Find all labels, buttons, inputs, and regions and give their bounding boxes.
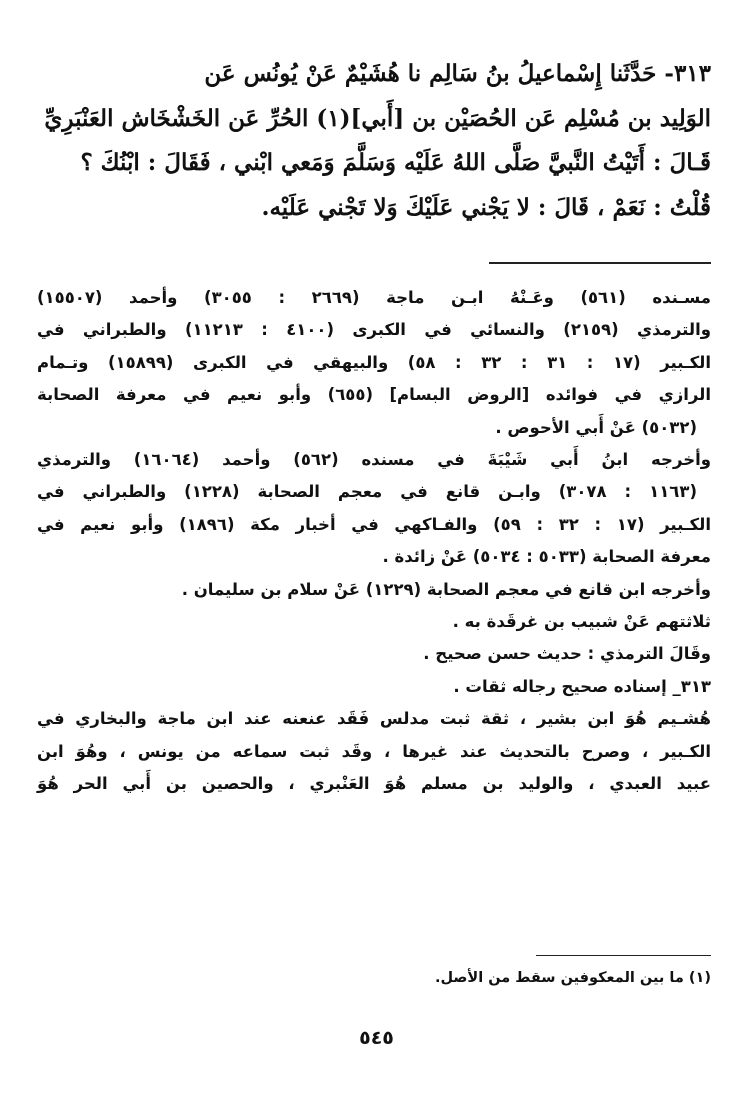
commentary-line: وأخرجه ابن قانع في معجم الصحابة (١٢٢٩) عَنْ سلام بن سليمان . xyxy=(181,579,711,599)
commentary-line: هُشـيم هُوَ ابن بشير ، ثقة ثبت مدلس فَقَد عنعنه عند ابن ماجة والبخاري في xyxy=(37,709,711,729)
takhrij-commentary xyxy=(37,282,711,801)
section-divider xyxy=(489,262,711,264)
commentary-line: ثلاثتهم عَنْ شبيب بن غرقَدة به . xyxy=(452,612,711,632)
commentary-line: وأخرجه ابنُ أَبي شَيْبَةَ في مسنده (٥٦٢) وأحمد (١٦٠٦٤) والترمذي xyxy=(37,450,712,470)
commentary-line: عبيد العبدي ، والوليد بن مسلم هُوَ العَنْبري ، والحصين بن أَبي الحر هُوَ xyxy=(37,774,711,794)
hadith-text xyxy=(39,52,711,230)
hadith-line: ٣١٣- حَدَّثَنا إِسْماعيلُ بنُ سَالِم نا هُشَيْمٌ عَنْ يُونُس عَن xyxy=(204,60,711,87)
commentary-line: معرفة الصحابة (٥٠٣٣ : ٥٠٣٤) عَنْ زائدة . xyxy=(382,547,711,567)
hadith-line: قَـالَ : أَتَيْتُ النَّبيَّ صَلَّى اللهُ عَلَيْه وَسَلَّمَ وَمَعي ابْني ، فَقَالَ : ابْنُكَ ؟ xyxy=(80,149,711,176)
commentary-line: وقَالَ الترمذي : حديث حسن صحيح . xyxy=(423,644,711,664)
commentary-line: الكـبير ، وصرح بالتحديث عند غيرها ، وقَد ثبت سماعه من يونس ، وهُوَ ابن xyxy=(37,741,711,761)
commentary-line: ٣١٣_ إسناده صحيح رجاله ثقات . xyxy=(453,676,711,696)
commentary-line: والترمذي (٢١٥٩) والنسائي في الكبرى (٤١٠٠ : ١١٢١٣) والطبراني في xyxy=(37,320,711,340)
commentary-line: (٥٠٣٢) عَنْ أَبي الأحوص . xyxy=(495,417,697,437)
page-number: ٥٤٥ xyxy=(359,1027,394,1049)
commentary-line: الكـبير (١٧ : ٣١ : ٣٢ : ٥٨) والبيهقي في الكبرى (١٥٨٩٩) وتـمام xyxy=(37,352,712,372)
footnote: (١) ما بين المعكوفين سقط من الأصل. xyxy=(434,970,711,986)
hadith-line: قُلْتُ : نَعَمْ ، قَالَ : لا يَجْني عَلَيْكَ وَلا تَجْني عَلَيْه. xyxy=(261,193,711,221)
hadith-line: الوَلِيد بن مُسْلِم عَن الحُصَيْن بن [أَبي](١) الحُرِّ عَن الخَشْخَاش العَنْبَرِيِّ xyxy=(44,104,711,132)
footnote-divider xyxy=(536,955,711,956)
commentary-line: الرازي في فوائده [الروض البسام] (٦٥٥) وأبو نعيم في معرفة الصحابة xyxy=(37,385,711,405)
commentary-line: (١١٦٣ : ٣٠٧٨) وابـن قانع في معجم الصحابة (١٢٢٨) والطبراني في xyxy=(37,482,697,502)
commentary-line: الكـبير (١٧ : ٣٢ : ٥٩) والفـاكهي في أخبار مكة (١٨٩٦) وأبو نعيم في xyxy=(37,514,711,534)
commentary-line: مسـنده (٥٦١) وعَـنْهُ ابـن ماجة (٢٦٦٩ : ٣٠٥٥) وأحمد (١٥٥٠٧) xyxy=(37,288,711,307)
